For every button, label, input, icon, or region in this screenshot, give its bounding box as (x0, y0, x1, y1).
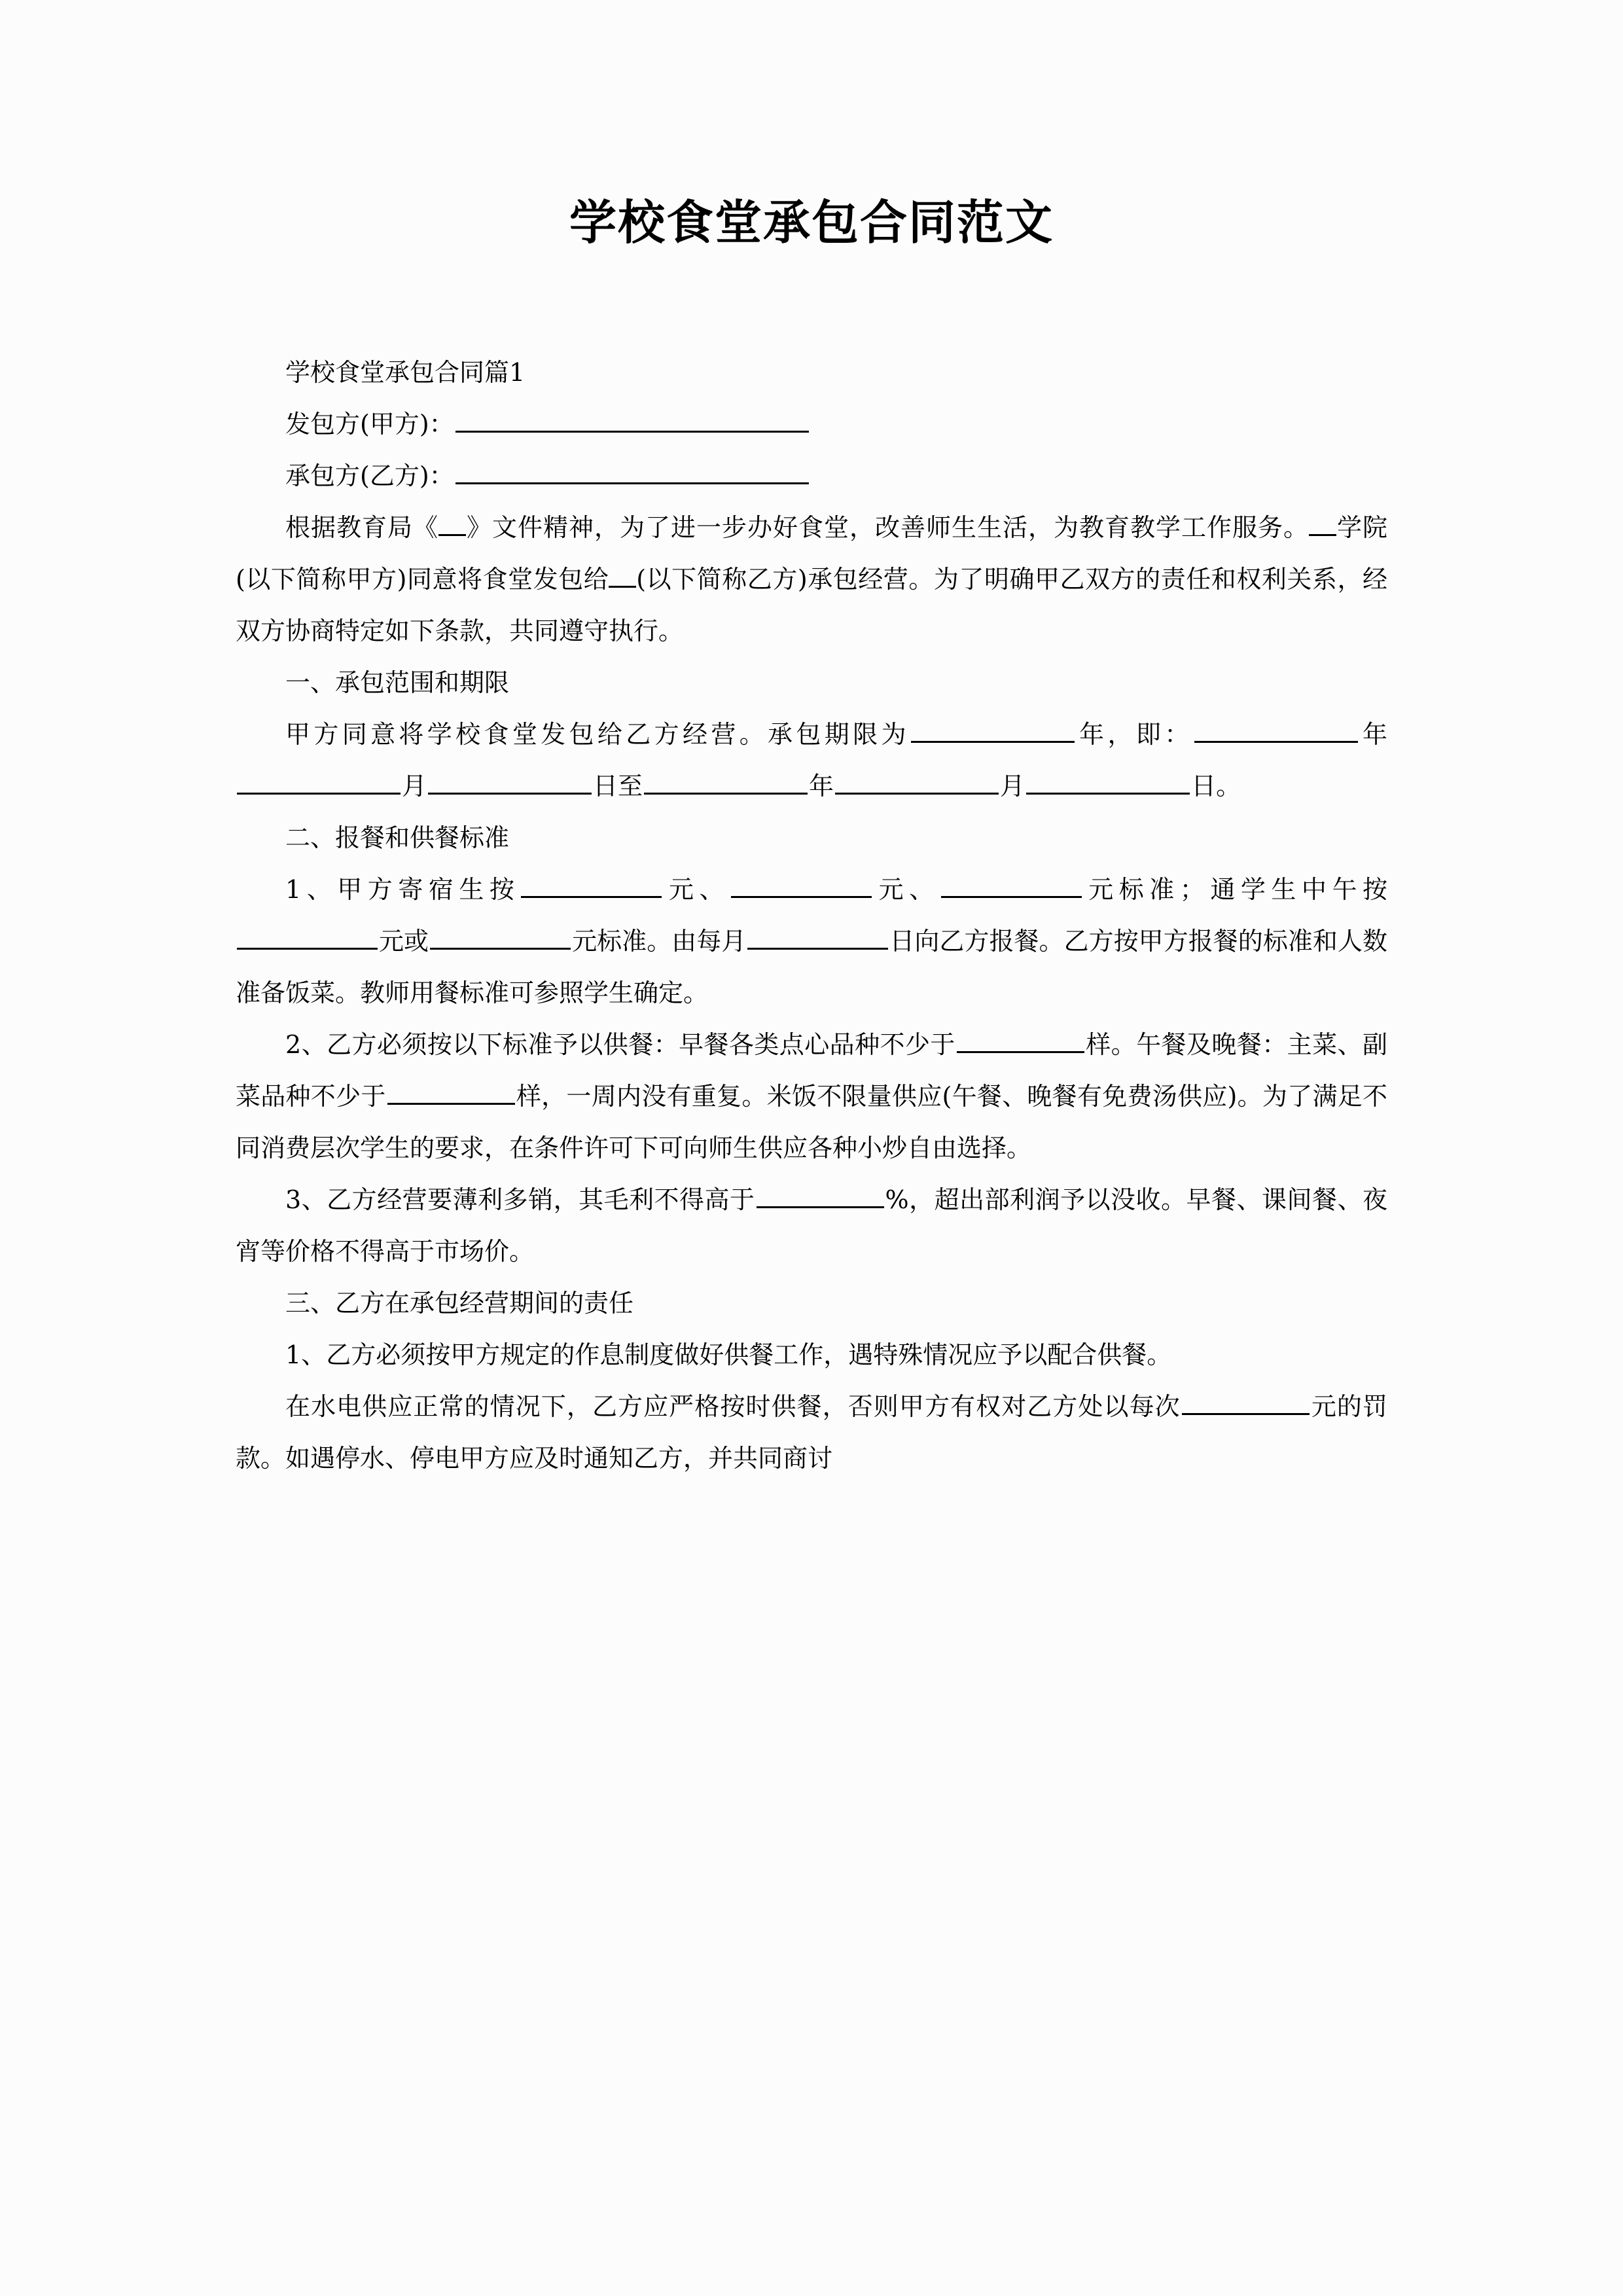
intro-doc-number-blank[interactable] (438, 508, 466, 536)
s2i3-part-1: %，超出部利润予以没收。早餐、课间餐、夜宵等价格不得高于市场价。 (236, 1185, 1387, 1266)
s2i1-part-5: 元标准。由每月 (572, 927, 747, 956)
s2i3-number: 3、 (285, 1185, 327, 1214)
party-a-label: 发包方(甲方)： (285, 410, 454, 439)
end-month-blank[interactable] (835, 764, 999, 795)
s1i1-part-2: 年 (1359, 720, 1387, 749)
s2i2-part-1: 样。午餐及晚餐：主菜、副菜品种不少于 (236, 1030, 1387, 1111)
section-2-item-3 (236, 1174, 1387, 1278)
s2i1-part-6: 日向乙方报餐。乙方按甲方报餐的标准和人数准备饭菜。教师用餐标准可参照学生确定。 (236, 927, 1387, 1007)
s2i2-number: 2、 (285, 1030, 327, 1059)
s3i1-number: 1、 (285, 1340, 327, 1369)
start-year-blank[interactable] (1194, 712, 1358, 743)
s2i1-part-1: 元、 (663, 875, 730, 904)
boarder-rate-1-blank[interactable] (521, 867, 662, 898)
s1i1-part-7: 日。 (1191, 772, 1241, 800)
section-heading-1: 一、承包范围和期限 (285, 668, 510, 697)
s1i1-part-1: 年，即： (1075, 720, 1193, 749)
day-student-rate-1-blank[interactable] (237, 919, 378, 950)
s2i1-part-4: 元或 (379, 927, 429, 956)
s2i1-part-2: 元、 (873, 875, 940, 904)
end-year-blank[interactable] (644, 764, 808, 795)
s1i1-part-4: 日至 (593, 772, 643, 800)
signature-row-party-a (236, 399, 1387, 450)
contract-years-blank[interactable] (911, 712, 1075, 743)
s3i1-part-0: 乙方必须按甲方规定的作息制度做好供餐工作，遇特殊情况应予以配合供餐。 (326, 1340, 1172, 1369)
report-day-blank[interactable] (747, 919, 888, 950)
page-title: 学校食堂承包合同范文 (569, 194, 1054, 250)
s2i2-part-0: 乙方必须按以下标准予以供餐：早餐各类点心品种不少于 (327, 1030, 955, 1059)
boarder-rate-3-blank[interactable] (941, 867, 1082, 898)
intro-college-blank[interactable] (1309, 508, 1336, 536)
document-body (236, 347, 1387, 1484)
intro-contractor-blank[interactable] (609, 560, 636, 588)
gross-margin-blank[interactable] (757, 1177, 884, 1208)
section-2-item-2 (236, 1019, 1387, 1174)
section-heading-3: 三、乙方在承包经营期间的责任 (285, 1289, 634, 1318)
intro-text-a: 根据教育局《 (285, 513, 438, 542)
s1i1-part-3: 月 (402, 772, 427, 800)
intro-text-d: (以下简称乙方)承包经营。为了明确甲乙双方的责任和权利关系，经双方协商特定如下条款，共同遵守执行。 (236, 565, 1388, 645)
breakfast-variety-blank[interactable] (957, 1022, 1084, 1053)
start-day-blank[interactable] (428, 764, 592, 795)
intro-text-b: 》文件精神，为了进一步办好食堂，改善师生生活，为教育教学工作服务。 (466, 513, 1309, 542)
intro-text-c: 学院(以下简称甲方)同意将食堂发包给 (236, 513, 1387, 594)
section-2-item-1 (236, 864, 1387, 1019)
s2i1-part-0: 甲方寄宿生按 (337, 875, 520, 904)
intro-paragraph (236, 502, 1387, 657)
penalty-amount-blank[interactable] (1182, 1384, 1310, 1415)
party-a-blank[interactable] (455, 402, 809, 433)
s2i2-part-2: 样，一周内没有重复。米饭不限量供应(午餐、晚餐有免费汤供应)。为了满足不同消费层次学生的要求，在条件许可下可向师生供应各种小炒自由选择。 (236, 1082, 1387, 1162)
lunch-dinner-variety-blank[interactable] (387, 1074, 515, 1105)
s2i3-part-0: 乙方经营要薄利多销，其毛利不得高于 (327, 1185, 755, 1214)
signature-row-party-b (236, 450, 1387, 502)
boarder-rate-2-blank[interactable] (731, 867, 872, 898)
s2i1-number: 1、 (285, 875, 338, 904)
s3i2-part-0: 在水电供应正常的情况下，乙方应严格按时供餐，否则甲方有权对乙方处以每次 (285, 1392, 1181, 1421)
party-b-label: 承包方(乙方)： (285, 461, 454, 490)
s3i2-part-1: 元的罚款。如遇停水、停电甲方应及时通知乙方，并共同商讨 (236, 1392, 1387, 1473)
s1i1-part-6: 月 (1000, 772, 1026, 800)
document-subheading: 学校食堂承包合同篇1 (285, 358, 526, 387)
section-3-item-1 (236, 1329, 1387, 1381)
s2i1-part-3: 元标准；通学生中午按 (1082, 875, 1387, 904)
s1i1-part-5: 年 (809, 772, 834, 800)
section-1-item-1 (236, 709, 1387, 812)
s1i1-part-0: 甲方同意将学校食堂发包给乙方经营。承包期限为 (285, 720, 910, 749)
section-3-item-2 (236, 1381, 1387, 1484)
day-student-rate-2-blank[interactable] (430, 919, 571, 950)
party-b-blank[interactable] (455, 454, 809, 484)
section-heading-2: 二、报餐和供餐标准 (285, 823, 510, 852)
end-day-blank[interactable] (1026, 764, 1190, 795)
start-month-blank[interactable] (237, 764, 401, 795)
